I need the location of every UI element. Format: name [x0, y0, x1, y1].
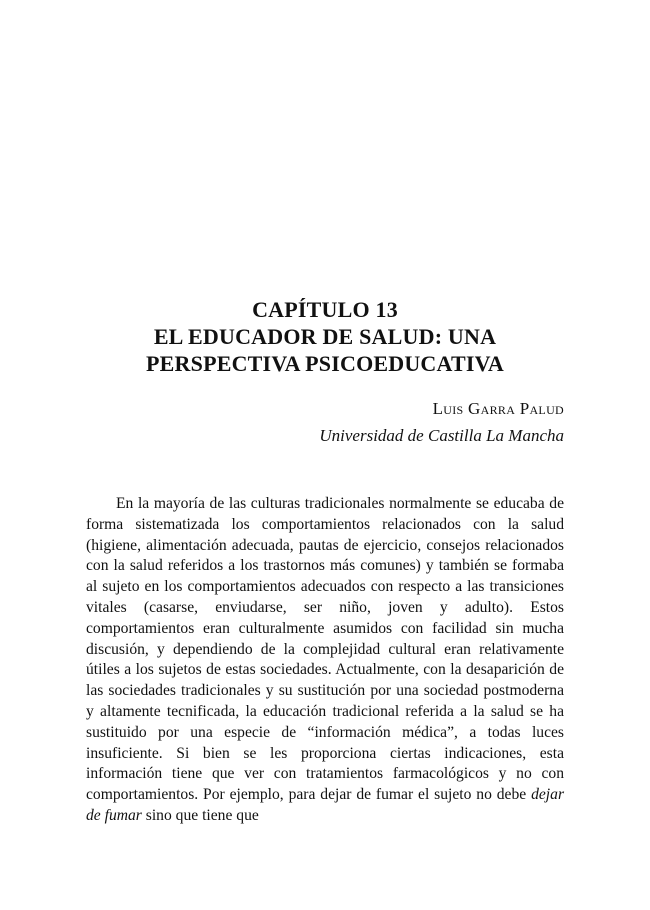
- chapter-number: CAPÍTULO 13: [252, 297, 398, 322]
- chapter-title-line-1: EL EDUCADOR DE SALUD: UNA: [153, 324, 497, 349]
- author-affiliation: Universidad de Castilla La Mancha: [319, 426, 564, 445]
- chapter-title-line-2: PERSPECTIVA PSICOEDUCATIVA: [146, 351, 504, 376]
- author-name: Luis Garra Palud: [432, 399, 564, 418]
- body-paragraph-text: En la mayoría de las culturas tradicionales normalmente se educaba de forma sistematizada los comportamientos relacionados con la salud (higiene, alimentación adecuada, pautas de ejercicio, consejos relacionados con la salud referidos a los trastornos más comunes) y también se formaba al sujeto en los comportamientos adecuados con respecto a las transiciones vitales (casarse, enviudarse, ser niño, joven y adulto). Estos comportamientos eran culturalmente asumidos con facilidad sin mucha discusión, y dependiendo de la complejidad cultural eran relativamente útiles a los sujetos de estas sociedades. Actualmente, con la desaparición de las sociedades tradicionales y su sustitución por una sociedad postmoderna y altamente tecnificada, la educación tradicional referida a la salud se ha sustituido por una especie de “información médica”, a todas luces insuficiente. Si bien se les proporciona ciertas indicaciones, esta información tiene que ver con tratamientos farmacológicos y no con comportamientos. Por ejemplo, para dejar de fumar el sujeto no debe: [86, 495, 564, 804]
- author-block: [319, 395, 564, 449]
- chapter-heading: [0, 296, 650, 377]
- body-paragraph: [86, 494, 564, 827]
- emphasized-phrase: dejar de fumar: [86, 786, 565, 824]
- body-paragraph-tail: sino que tiene que: [145, 806, 259, 824]
